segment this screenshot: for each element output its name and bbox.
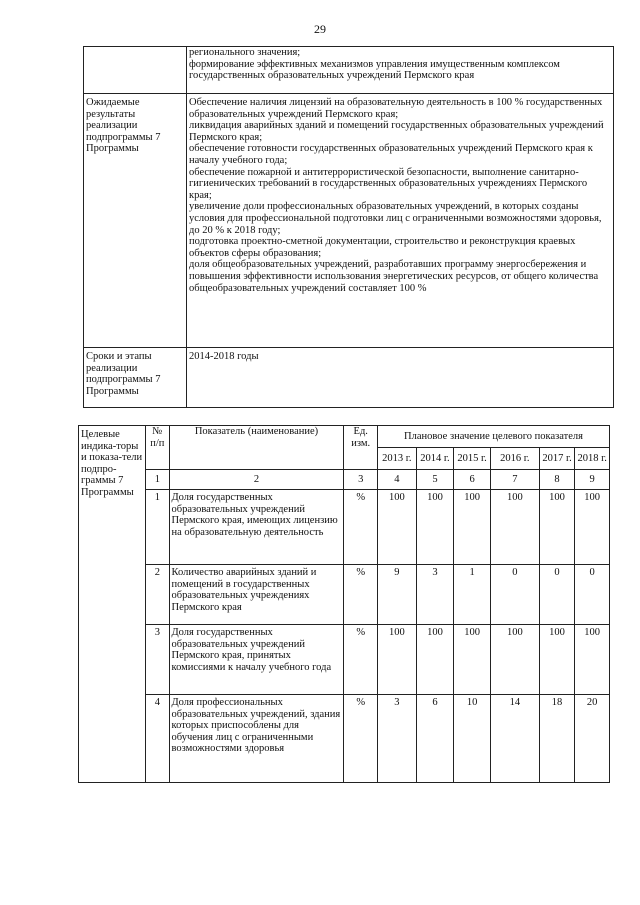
header-indicator: Показатель (наименование) [169, 426, 344, 470]
unit-cell: % [344, 490, 378, 565]
indicator-name: Количество аварийных зданий и помещений в государственных образовательных учреждениях Пермского края [169, 565, 344, 625]
header-row [79, 426, 610, 448]
value-cell: 100 [490, 625, 539, 695]
table-row [79, 695, 610, 783]
col-number: 3 [344, 470, 378, 490]
value-cell: 3 [416, 565, 454, 625]
row-content [187, 47, 614, 94]
col-number: 1 [146, 470, 169, 490]
content-line: Обеспечение наличия лицензий на образовательную деятельность в 100 % государственных образовательных учреждений Пермского края; [189, 97, 603, 120]
row-number: 1 [146, 490, 169, 565]
value-cell: 100 [454, 490, 491, 565]
table-row [84, 348, 614, 408]
year-header: 2017 г. [539, 448, 575, 470]
value-cell: 9 [378, 565, 417, 625]
col-number: 2 [169, 470, 344, 490]
year-header: 2013 г. [378, 448, 417, 470]
row-number: 2 [146, 565, 169, 625]
content-line: регионального значения; [189, 47, 301, 58]
table-row [79, 625, 610, 695]
table-row [79, 565, 610, 625]
value-cell: 3 [378, 695, 417, 783]
header-unit: Ед. изм. [344, 426, 378, 470]
value-cell: 100 [539, 490, 575, 565]
value-cell: 100 [575, 625, 610, 695]
unit-cell: % [344, 625, 378, 695]
table-row [84, 47, 614, 94]
content-line: доля общеобразовательных учреждений, разработавших программу энергосбережения и повышения эффективности использования энергетических ресурсов, от общего количества общеобразовательных учреждений составляет 100 % [189, 259, 599, 294]
col-number: 9 [575, 470, 610, 490]
row-content [187, 94, 614, 348]
page-number: 29 [314, 22, 326, 36]
col-number: 4 [378, 470, 417, 490]
passport-table [83, 46, 614, 408]
row-number: 3 [146, 625, 169, 695]
value-cell: 0 [575, 565, 610, 625]
value-cell: 20 [575, 695, 610, 783]
indicator-name: Доля государственных образовательных учреждений Пермского края, имеющих лицензию на образовательную деятельность [169, 490, 344, 565]
value-cell: 18 [539, 695, 575, 783]
row-number: 4 [146, 695, 169, 783]
col-number: 6 [454, 470, 491, 490]
header-planned: Плановое значение целевого показателя [378, 426, 610, 448]
row-label [84, 47, 187, 94]
content-line: ликвидация аварийных зданий и помещений государственных образовательных учреждений Пермского края; [189, 120, 604, 143]
row-label: Ожидаемые результаты реализации подпрограммы 7 Программы [84, 94, 187, 348]
col-number: 8 [539, 470, 575, 490]
table-row [84, 94, 614, 348]
col-number: 7 [490, 470, 539, 490]
unit-cell: % [344, 695, 378, 783]
value-cell: 100 [378, 625, 417, 695]
content-line: подготовка проектно-сметной документации, строительство и реконструкция краевых объектов сферы образования; [189, 236, 576, 259]
side-label: Целевые индика-торы и показа-тели подпро-граммы 7 Программы [79, 426, 146, 783]
column-number-row [79, 470, 610, 490]
value-cell: 1 [454, 565, 491, 625]
content-line: формирование эффективных механизмов управления имущественным комплексом государственных образовательных учреждений Пермского края [189, 58, 560, 82]
indicators-table [78, 425, 610, 783]
value-cell: 100 [539, 625, 575, 695]
content-line: увеличение доли профессиональных образовательных учреждений, в которых созданы условия для профессиональной подготовки лиц с ограниченными возможностями здоровья, до 20 % к 2018 году; [189, 201, 602, 236]
col-number: 5 [416, 470, 454, 490]
value-cell: 100 [575, 490, 610, 565]
row-label: Сроки и этапы реализации подпрограммы 7 Программы [84, 348, 187, 408]
value-cell: 100 [490, 490, 539, 565]
content-line: обеспечение пожарной и антитеррористической безопасности, выполнение санитарно-гигиенических требований в государственных образовательных учреждениях Пермского края; [189, 166, 588, 201]
year-header: 2016 г. [490, 448, 539, 470]
content-line: обеспечение готовности государственных образовательных учреждений Пермского края к началу учебного года; [189, 143, 593, 166]
unit-cell: % [344, 565, 378, 625]
value-cell: 10 [454, 695, 491, 783]
year-header: 2018 г. [575, 448, 610, 470]
value-cell: 100 [416, 625, 454, 695]
value-cell: 0 [539, 565, 575, 625]
table-row [79, 490, 610, 565]
year-header: 2015 г. [454, 448, 491, 470]
value-cell: 0 [490, 565, 539, 625]
row-content: 2014-2018 годы [187, 348, 614, 408]
header-num: № п/п [146, 426, 169, 470]
indicator-name: Доля государственных образовательных учреждений Пермского края, принятых комиссиями к началу учебного года [169, 625, 344, 695]
indicator-name: Доля профессиональных образовательных учреждений, здания которых приспособлены для обучения лиц с ограниченными возможностями здоровья [169, 695, 344, 783]
value-cell: 6 [416, 695, 454, 783]
value-cell: 14 [490, 695, 539, 783]
value-cell: 100 [378, 490, 417, 565]
year-header: 2014 г. [416, 448, 454, 470]
value-cell: 100 [454, 625, 491, 695]
value-cell: 100 [416, 490, 454, 565]
